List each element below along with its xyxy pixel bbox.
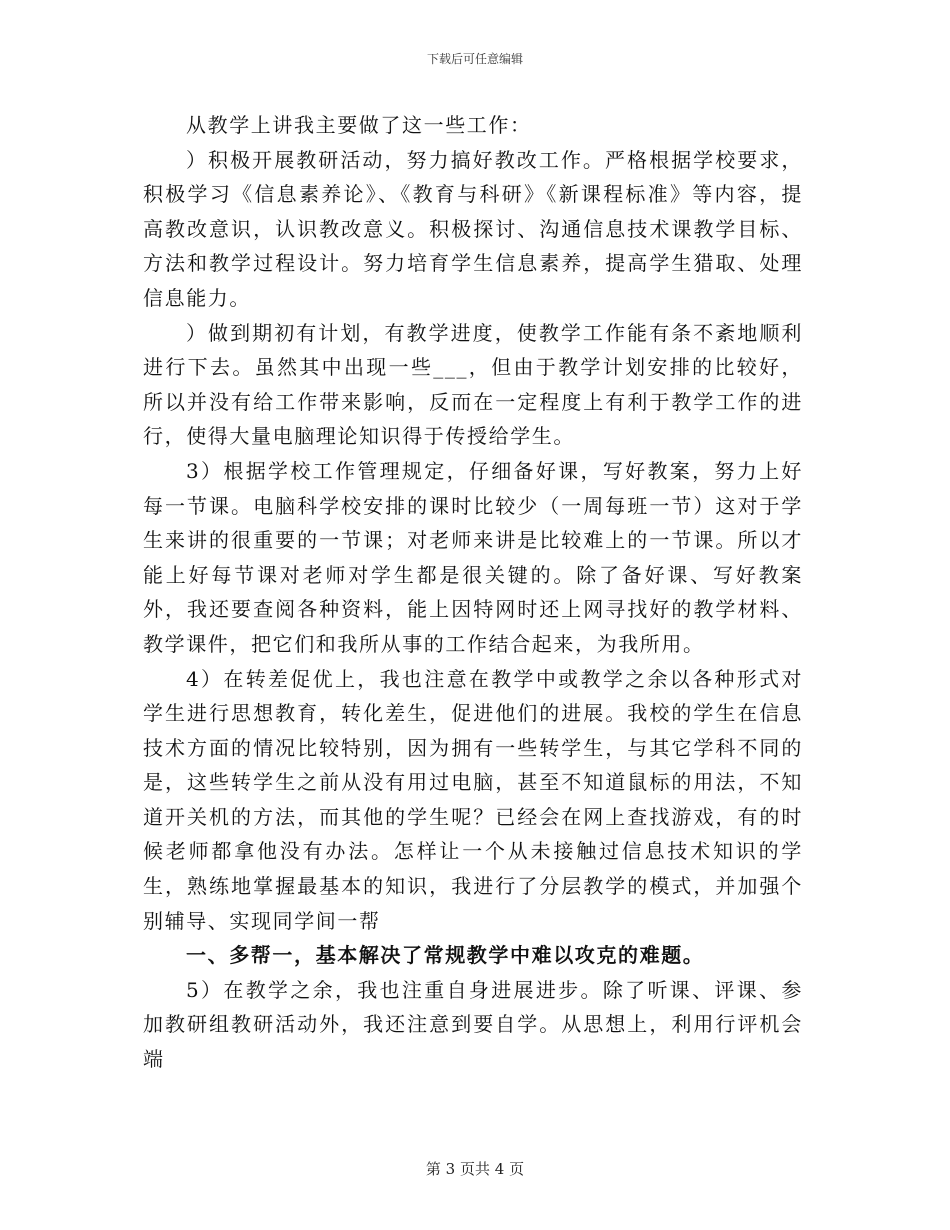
section-heading: 一、多帮一，基本解决了常规教学中难以攻克的难题。 bbox=[186, 943, 705, 968]
paragraph-item-2: ）做到期初有计划，有教学进度，使教学工作能有条不紊地顺利进行下去。虽然其中出现一些___，但由于教学计划安排的比较好，所以并没有给工作带来影响，反而在一定程度上有利于教学工作的进行，使得大量电脑理论知识得于传授给学生。 bbox=[143, 320, 803, 449]
paragraph-intro: 从教学上讲我主要做了这一些工作： bbox=[186, 113, 532, 137]
page-header: 下载后可任意编辑 bbox=[426, 52, 523, 66]
paragraph-item-3: 3）根据学校工作管理规定，仔细备好课，写好教案，努力上好每一节课。电脑科学校安排的课时比较少（一周每班一节）这对于学生来讲的很重要的一节课；对老师来讲是比较难上的一节课。所以才能上好每节课对老师对学生都是很关键的。除了备好课、写好教案外，我还要查阅各种资料，能上因特网时还上网寻找好的教学材料、教学课件，把它们和我所从事的工作结合起来，为我所用。 bbox=[143, 458, 803, 656]
document-body bbox=[143, 108, 803, 1077]
paragraph-item-1: ）积极开展教研活动，努力搞好教改工作。严格根据学校要求，积极学习《信息素养论》、《教育与科研》《新课程标准》等内容，提高教改意识，认识教改意义。积极探讨、沟通信息技术课教学目标、方法和教学过程设计。努力培育学生信息素养，提高学生猎取、处理信息能力。 bbox=[143, 147, 803, 310]
page-footer: 第 3 页共 4 页 bbox=[425, 1160, 525, 1178]
paragraph-item-4: 4）在转差促优上，我也注意在教学中或教学之余以各种形式对学生进行思想教育，转化差生，促进他们的进展。我校的学生在信息技术方面的情况比较特别，因为拥有一些转学生，与其它学科不同的是，这些转学生之前从没有用过电脑，甚至不知道鼠标的用法，不知道开关机的方法，而其他的学生呢？已经会在网上查找游戏，有的时候老师都拿他没有办法。怎样让一个从未接触过信息技术知识的学生，熟练地掌握最基本的知识，我进行了分层教学的模式，并加强个别辅导、实现同学间一帮 bbox=[143, 666, 803, 933]
paragraph-item-5: 5）在教学之余，我也注重自身进展进步。除了听课、评课、参加教研组教研活动外，我还注意到要自学。从思想上，利用行评机会端 bbox=[143, 977, 803, 1072]
